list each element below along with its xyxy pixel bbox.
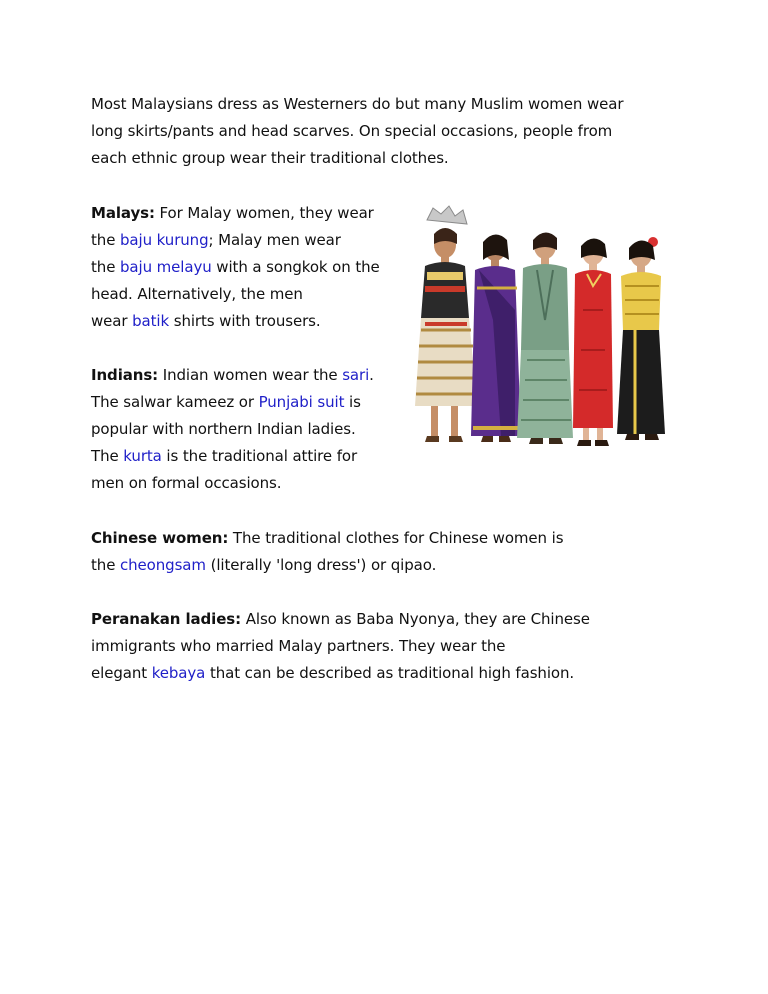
link-baju-melayu[interactable]: baju melayu	[120, 258, 212, 276]
indians-line-4	[91, 446, 357, 466]
chinese-text-1: The traditional clothes for Chinese women is	[228, 529, 564, 547]
link-cheongsam[interactable]: cheongsam	[120, 556, 206, 574]
peranakan-line-3	[91, 663, 574, 683]
chinese-line-2	[91, 555, 436, 575]
malays-text-1: For Malay women, they wear	[154, 204, 374, 222]
peranakan-text-3b: that can be described as traditional high fashion.	[205, 664, 575, 682]
peranakan-label: Peranakan ladies	[91, 610, 236, 628]
link-kurta[interactable]: kurta	[123, 447, 162, 465]
indians-text-2b: is	[344, 393, 361, 411]
chinese-line-1	[91, 528, 563, 548]
indians-text-4a: The	[91, 447, 124, 465]
indians-text-1a: Indian women wear the	[158, 366, 343, 384]
malays-text-5b: shirts with trousers.	[169, 312, 321, 330]
indians-label: Indians	[91, 366, 153, 384]
traditional-costumes-photo	[397, 200, 679, 464]
indians-line-3: popular with northern Indian ladies.	[91, 420, 356, 438]
malays-colon: :	[148, 204, 155, 222]
indians-line-2	[91, 392, 361, 412]
chinese-colon: :	[222, 529, 229, 547]
peranakan-text-1: Also known as Baba Nyonya, they are Chinese	[241, 610, 590, 628]
peranakan-line-2: immigrants who married Malay partners. They wear the	[91, 637, 506, 655]
indians-line-5: men on formal occasions.	[91, 474, 282, 492]
link-batik[interactable]: batik	[132, 312, 170, 330]
malays-text-3a: the	[91, 258, 120, 276]
indians-text-1b: .	[369, 366, 374, 384]
peranakan-text-3a: elegant	[91, 664, 152, 682]
indians-text-4b: is the traditional attire for	[161, 447, 358, 465]
link-baju-kurung[interactable]: baju kurung	[120, 231, 209, 249]
chinese-text-2b: (literally 'long dress') or qipao.	[205, 556, 437, 574]
link-kebaya[interactable]: kebaya	[151, 664, 206, 682]
malays-line-5	[91, 311, 321, 331]
malays-line-2	[91, 230, 341, 250]
malays-label: Malays	[91, 204, 149, 222]
peranakan-colon: :	[235, 610, 242, 628]
link-sari[interactable]: sari	[342, 366, 370, 384]
indians-text-2a: The salwar kameez or	[91, 393, 259, 411]
chinese-label: Chinese women	[91, 529, 223, 547]
peranakan-line-1	[91, 609, 590, 629]
malays-line-3	[91, 257, 380, 277]
intro-line-3: each ethnic group wear their traditional clothes.	[91, 149, 449, 167]
intro-line-2: long skirts/pants and head scarves. On special occasions, people from	[91, 122, 613, 140]
malays-line-1	[91, 203, 374, 223]
malays-text-2a: the	[91, 231, 120, 249]
intro-line-1: Most Malaysians dress as Westerners do but many Muslim women wear	[91, 95, 624, 113]
malays-text-2b: ; Malay men wear	[208, 231, 341, 249]
chinese-text-2a: the	[91, 556, 120, 574]
link-punjabi-suit[interactable]: Punjabi suit	[258, 393, 345, 411]
malays-line-4: head. Alternatively, the men	[91, 285, 303, 303]
indians-line-1	[91, 365, 374, 385]
malays-text-5a: wear	[91, 312, 133, 330]
indians-colon: :	[152, 366, 159, 384]
malays-text-3b: with a songkok on the	[211, 258, 380, 276]
